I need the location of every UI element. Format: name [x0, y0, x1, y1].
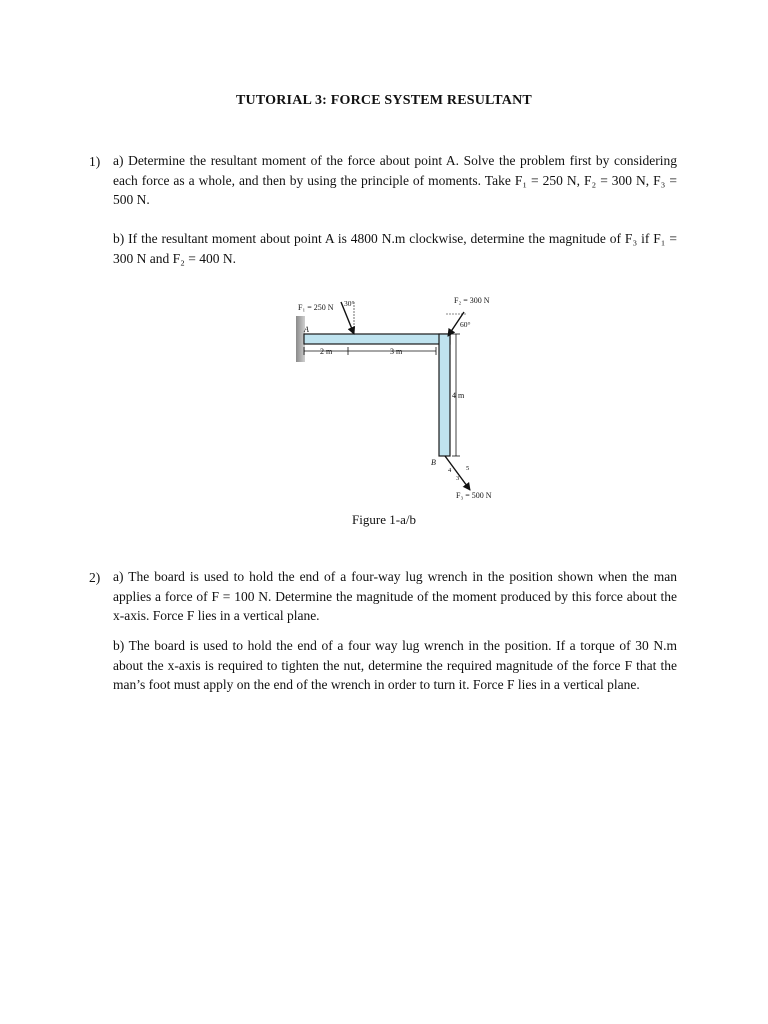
- force-f2-label: F₂ = 300 N: [454, 296, 490, 305]
- point-a-label: A: [304, 325, 309, 334]
- question-2a-text: a) The board is used to hold the end of a four-way lug wrench in the position shown when the man applies a force of F = 100 N. Determine the magnitude of the moment produced by this force about the x-axis. Force F lies in a vertical plane.: [113, 569, 677, 623]
- page-title: TUTORIAL 3: FORCE SYSTEM RESULTANT: [236, 93, 532, 108]
- dim-4m-label: 4 m: [452, 391, 465, 400]
- slope-5-label: 5: [466, 465, 470, 472]
- dim-2m-label: 2 m: [320, 347, 333, 356]
- point-b-label: B: [431, 458, 436, 467]
- slope-3-label: 3: [456, 475, 460, 482]
- slope-4-label: 4: [448, 467, 452, 474]
- force-f1-label: F₁ = 250 N: [298, 303, 334, 312]
- force-f3-label: F₃ = 500 N: [456, 491, 492, 500]
- figure-caption: Figure 1-a/b: [352, 512, 416, 527]
- force-f2-angle: 60°: [460, 320, 471, 329]
- force-f1-angle: 30°: [344, 299, 355, 308]
- figure-1-diagram: [280, 290, 520, 510]
- horizontal-member: [304, 334, 450, 344]
- question-2b-text: b) The board is used to hold the end of a four way lug wrench in the position. If a torque of 30 N.m about the x-axis is required to tighten the nut, determine the required magnitude of the force F that the man’s foot must apply on the end of the wrench in order to turn it. Force F lies in a vertical plane.: [113, 638, 677, 692]
- question-1-number: 1): [89, 154, 101, 169]
- question-2-number: 2): [89, 570, 101, 585]
- vertical-member: [439, 334, 450, 456]
- question-1a-text: a) Determine the resultant moment of the force about point A. Solve the problem first by considering each force as a whole, and then by using the principle of moments. Take F₁ = 250 N, F₂ = 300 N, F₃ = 500 N.: [113, 153, 677, 207]
- question-1b-text: b) If the resultant moment about point A is 4800 N.m clockwise, determine the magnitude of F₃ if F₁ = 300 N and F₂ = 400 N.: [113, 231, 677, 266]
- dim-3m-label: 3 m: [390, 347, 403, 356]
